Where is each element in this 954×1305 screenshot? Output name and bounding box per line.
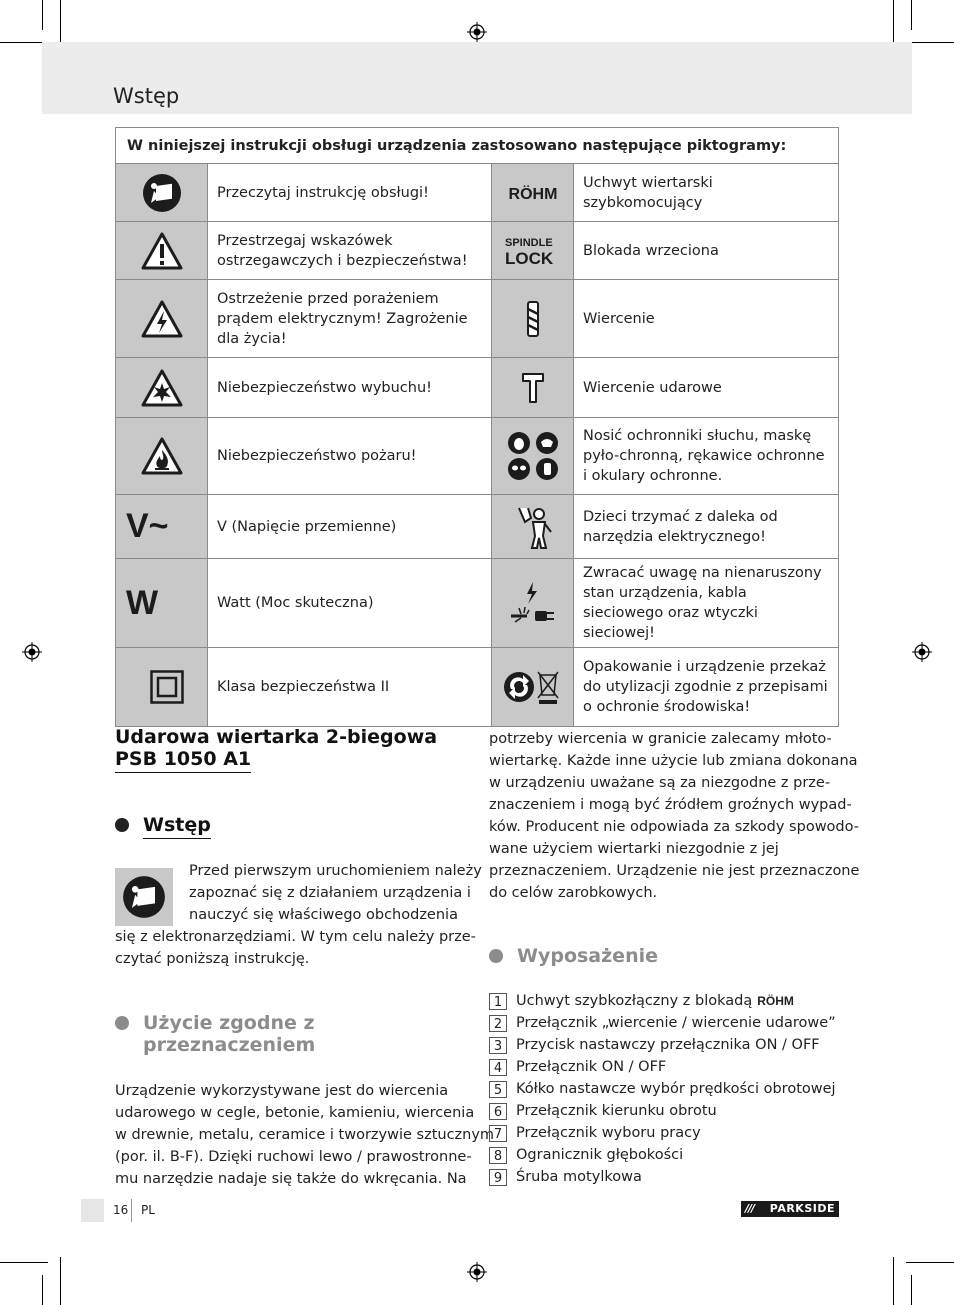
table-row [116,559,839,648]
table-row [116,495,839,559]
product-model: PSB 1050 A1 [115,748,251,773]
fire-icon [141,437,183,475]
section-bullet [115,1016,129,1030]
pictogram-description: Ostrzeżenie przed porażeniem prądem elektrycznym! Zagrożenie dla życia! [208,280,492,358]
brand-name: PARKSIDE [769,1202,835,1215]
intro-text-line: się z elektronarzędziami. W tym celu należy prze- [115,929,476,945]
warning-icon [141,232,183,270]
intro-text-line: czytać poniższą instrukcję. [115,951,310,967]
item-number: 9 [489,1169,507,1186]
section-heading-intro: Wstęp [143,814,211,839]
page-number: 16 [113,1203,129,1217]
equipment-list [489,990,839,1188]
icon-cell [116,280,208,358]
list-item [489,990,839,1012]
intro-text-line: nauczyć się właściwego obchodzenia [189,907,458,923]
footer-divider [131,1199,132,1222]
table-row [116,164,839,222]
item-number: 2 [489,1015,507,1032]
icon-cell [492,559,574,648]
text-line: udarowego w cegle, betonie, kamieniu, wiercenia [115,1105,475,1121]
section-heading-equipment: Wyposażenie [517,945,658,967]
recycling-icon [503,667,563,707]
text-line: Urządzenie wykorzystywane jest do wiercenia [115,1083,449,1099]
item-text: Przycisk nastawczy przełącznika ON / OFF [516,1037,820,1053]
table-heading: W niniejszej instrukcji obsługi urządzenia zastosowano następujące piktogramy: [116,128,839,164]
crop-mark [906,1262,954,1263]
item-number: 5 [489,1081,507,1098]
item-text: Kółko nastawcze wybór prędkości obrotowej [516,1081,836,1097]
section-bullet [115,818,129,832]
section-heading-usage [143,1012,315,1056]
pictogram-description: Blokada wrzeciona [574,222,839,280]
footer-box [81,1199,104,1222]
svg-text:RÖHM: RÖHM [508,185,557,202]
item-text: Przełącznik „wiercenie / wiercenie udarowe” [516,1015,836,1031]
intro-text-line: Przed pierwszym uruchomieniem należy [189,863,482,879]
list-item [489,1012,839,1034]
usage-text-left [115,1080,494,1190]
usage-text-right [489,728,859,904]
item-text: Przełącznik ON / OFF [516,1059,667,1075]
damaged-cable-icon [509,580,557,626]
pictogram-description: Nosić ochronniki słuchu, maskę pyło-chronną, rękawice ochronne i okulary ochronne. [574,418,839,495]
item-text: Ogranicznik głębokości [516,1147,684,1163]
text-line: w urządzeniu uważane są za niezgodne z prze- [489,775,831,791]
crop-mark [893,1257,894,1305]
text-line: (por. il. B-F). Dzięki ruchowi lewo / prawostronne- [115,1149,472,1165]
list-item [489,1166,839,1188]
text-line: w drewnie, metalu, ceramice i tworzywie sztucznym [115,1127,495,1143]
pictogram-description: Przestrzegaj wskazówek ostrzegawczych i bezpieczeństwa! [208,222,492,280]
language-code: PL [141,1203,155,1217]
pictogram-description: Niebezpieczeństwo wybuchu! [208,358,492,418]
electric-shock-icon [141,300,183,338]
protection-class-2-icon [150,670,184,704]
item-number: 8 [489,1147,507,1164]
watt-symbol: W [126,583,159,622]
icon-cell [116,222,208,280]
text-line: wane użyciem wiertarki niezgodnie z jej [489,841,779,857]
rohm-logo [502,184,564,202]
table-row [116,280,839,358]
crop-mark [60,1257,61,1305]
usage-heading-line2: przeznaczeniem [143,1034,316,1056]
crop-mark [60,0,61,48]
volt-ac-symbol: V~ [126,507,169,545]
item-number: 6 [489,1103,507,1120]
pictogram-description: V (Napięcie przemienne) [208,495,492,559]
list-item [489,1100,839,1122]
list-item [489,1034,839,1056]
text-line: potrzeby wiercenia w granicie zalecamy młoto- [489,731,832,747]
pictogram-description: Watt (Moc skuteczna) [208,559,492,648]
list-item [489,1078,839,1100]
crop-mark [893,0,894,48]
section-bullet [489,949,503,963]
svg-text:LOCK: LOCK [504,248,553,267]
pictogram-description: Przeczytaj instrukcję obsługi! [208,164,492,222]
text-line: znaczeniem i mogą być źródłem groźnych wypad- [489,797,852,813]
product-title-line1: Udarowa wiertarka 2-biegowa [115,726,438,748]
text-line: wiertarkę. Każde inne użycie lub zmiana dokonana [489,753,858,769]
spindle-lock-logo [502,235,564,267]
crop-mark [42,0,43,30]
crop-mark [42,1275,43,1305]
icon-cell [116,495,208,559]
pictogram-description: Wiercenie udarowe [574,358,839,418]
table-row [116,648,839,727]
read-manual-icon [122,875,166,919]
pictogram-description: Dzieci trzymać z daleka od narzędzia elektrycznego! [574,495,839,559]
pictogram-description: Klasa bezpieczeństwa II [208,648,492,727]
item-number: 4 [489,1059,507,1076]
icon-cell [492,358,574,418]
list-item [489,1122,839,1144]
icon-cell [492,648,574,727]
icon-cell [116,648,208,727]
item-text: Przełącznik kierunku obrotu [516,1103,717,1119]
read-manual-icon [142,173,182,213]
usage-heading-line1: Użycie zgodne z [143,1012,315,1034]
text-line: do celów zarobkowych. [489,885,658,901]
pictogram-description: Niebezpieczeństwo pożaru! [208,418,492,495]
icon-cell [492,495,574,559]
protective-gear-icon [506,430,560,482]
pictogram-description: Zwracać uwagę na nienaruszony stan urządzenia, kabla sieciowego oraz wtyczki sieciowej! [574,559,839,648]
icon-cell [492,164,574,222]
table-row [116,418,839,495]
svg-text:SPINDLE: SPINDLE [504,236,553,249]
item-number: 3 [489,1037,507,1054]
intro-text-line: zapoznać się z działaniem urządzenia i [189,885,471,901]
icon-cell [116,358,208,418]
crop-mark [0,1262,48,1263]
crop-mark [911,1275,912,1305]
brand-stripes-icon: /// [745,1202,755,1215]
icon-cell [492,280,574,358]
text-line: mu narzędzie nadaje się także do wkręcania. Na [115,1171,467,1187]
crop-mark [911,0,912,30]
registration-mark-icon [467,22,487,42]
pictogram-table [115,127,839,727]
page-title: Wstęp [113,84,180,108]
item-number: 7 [489,1125,507,1142]
item-number: 1 [489,993,507,1010]
pictogram-description: Wiercenie [574,280,839,358]
pictogram-description: Uchwyt wiertarski szybkomocujący [574,164,839,222]
brand-logo [741,1201,839,1217]
table-row [116,358,839,418]
registration-mark-icon [22,642,42,662]
icon-cell [492,418,574,495]
pictogram-description: Opakowanie i urządzenie przekaż do utylizacji zgodnie z przepisami o ochronie środowiska! [574,648,839,727]
icon-cell [116,559,208,648]
explosion-icon [141,369,183,407]
product-title [115,726,437,773]
registration-mark-icon [912,642,932,662]
item-text: Uchwyt szybkozłączny z blokadą [516,993,753,1009]
crop-mark [0,42,48,43]
item-text: Śruba motylkowa [516,1169,642,1185]
item-text: Przełącznik wyboru pracy [516,1125,701,1141]
table-header-row [116,128,839,164]
keep-children-away-icon [513,504,553,550]
hammer-icon [522,373,544,403]
table-row [116,222,839,280]
list-item [489,1056,839,1078]
list-item [489,1144,839,1166]
icon-cell [116,164,208,222]
icon-cell [116,418,208,495]
icon-cell [492,222,574,280]
rohm-logo: RÖHM [757,994,794,1008]
text-line: przeznaczeniem. Urządzenie nie jest przeznaczone [489,863,860,879]
crop-mark [906,42,954,43]
drill-bit-icon [526,301,540,337]
registration-mark-icon [467,1262,487,1282]
text-line: ków. Producent nie odpowiada za szkody spowodo- [489,819,859,835]
